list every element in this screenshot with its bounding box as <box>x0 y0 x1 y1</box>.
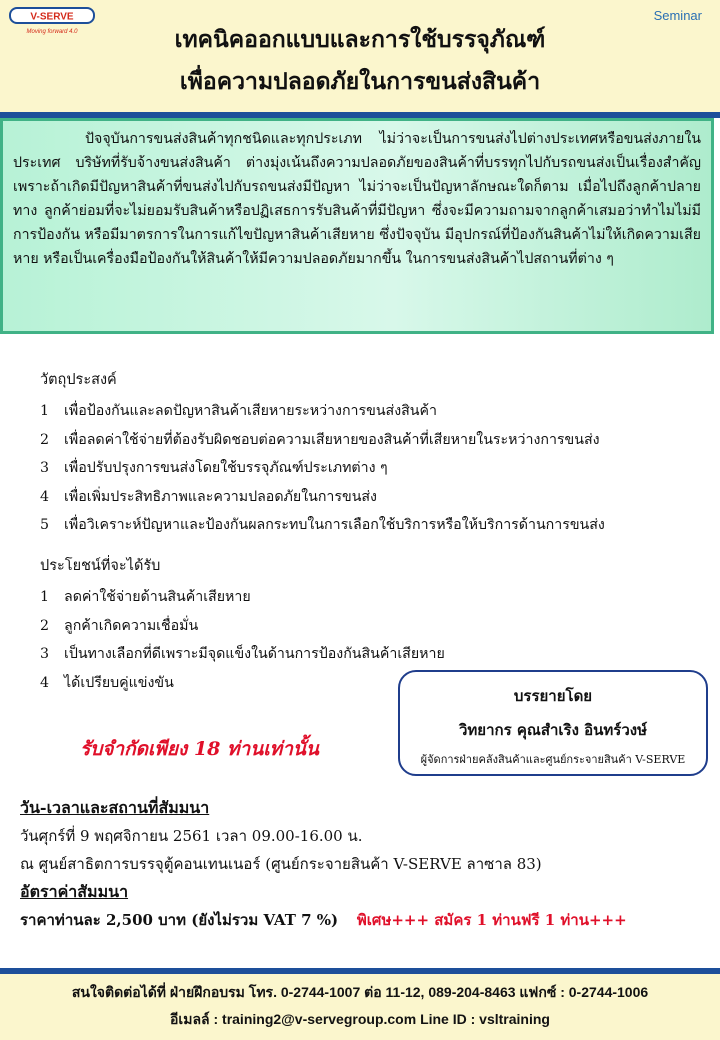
list-item: 4 เพื่อเพิ่มประสิทธิภาพและความปลอดภัยในการขนส่ง <box>40 488 377 505</box>
seminar-label: Seminar <box>653 8 702 23</box>
page-title-line2: เพื่อความปลอดภัยในการขนส่งสินค้า <box>179 68 541 95</box>
page-title-line1: เทคนิคออกแบบและการใช้บรรจุภัณฑ์ <box>174 26 546 53</box>
event-details <box>20 794 710 934</box>
fee-heading: อัตราค่าสัมมนา <box>20 882 129 901</box>
special-offer: พิเศษ+++ สมัคร 1 ท่านฟรี 1 ท่าน+++ <box>356 911 627 929</box>
benefits-title: ประโยชน์ที่จะได้รับ <box>40 558 161 574</box>
intro-box <box>0 118 714 334</box>
list-item: 1 ลดค่าใช้จ่ายด้านสินค้าเสียหาย <box>40 589 251 605</box>
list-item: 5 เพื่อวิเคราะห์ปัญหาและป้องกันผลกระทบในการเลือกใช้บริการหรือให้บริการด้านการขนส่ง <box>40 517 605 533</box>
benefits-section <box>40 554 445 697</box>
contact-footer <box>0 968 720 1040</box>
list-item: 2 ลูกค้าเกิดความเชื่อมั่น <box>40 617 199 634</box>
fee-line: ราคาท่านละ 2,500 บาท (ยังไม่รวม VAT 7 %) <box>20 911 339 929</box>
list-item: 1 เพื่อป้องกันและลดปัญหาสินค้าเสียหายระหว่างการขนส่งสินค้า <box>40 403 437 419</box>
speaker-role: ผู้จัดการฝ่ายคลังสินค้าและศูนย์กระจายสินค้า V-SERVE <box>420 753 686 766</box>
svg-text:Moving forward 4.0: Moving forward 4.0 <box>26 29 78 35</box>
contact-line: สนใจติดต่อได้ที่ ฝ่ายฝึกอบรม โทร. 0-2744-1007 ต่อ 11-12, 089-204-8463 แฟกซ์ : 0-2744-1006 <box>71 984 649 1000</box>
schedule-heading: วัน-เวลาและสถานที่สัมมนา <box>20 798 210 817</box>
header-banner <box>0 0 720 112</box>
date-line: วันศุกร์ที่ 9 พฤศจิกายน 2561 เวลา 09.00-16.00 น. <box>20 827 363 845</box>
intro-paragraph: ปัจจุบันการขนส่งสินค้าทุกชนิดและทุกประเภท ไม่ว่าจะเป็นการขนส่งไปต่างประเทศหรือขนส่งภายในประเทศ บริษัทที่รับจ้างขนส่งสินค้า ต่างมุ่งเน้นถึงความปลอดภัยของสินค้าที่บรรทุกไปกับรถขนส่งเป็นเรื่องสำคัญ เพราะถ้าเกิดมีปัญหาสินค้าที่ขนส่งไปกับรถขนส่งมีปัญหา ไม่ว่าจะเป็นปัญหาลักษณะใดก็ตาม เมื่อไปถึงลูกค้าปลายทาง ลูกค้าย่อมที่จะไม่ยอมรับสินค้าหรือปฏิเสธการรับสินค้าที่มีปัญหา ซึ่งจะมีความถามจากลูกค้าเสมอว่าทำไมไม่มีการป้องกัน หรือมีมาตรการในการแก้ไขปัญหาสินค้าเสียหาย ซึ่งปัจจุบัน มีอุปกรณ์ที่ป้องกันสินค้าไม่ให้เกิดความเสียหาย หรือเป็นเครื่องมือป้องกันให้สินค้าให้มีความปลอดภัยมากขึ้น ในการขนส่งสินค้าไปสถานที่ต่าง ๆ <box>13 131 701 267</box>
objectives-section <box>40 368 605 540</box>
speaker-box <box>398 670 708 776</box>
benefits-list <box>40 583 445 697</box>
speaker-heading: บรรยายโดย <box>513 687 593 705</box>
venue-line: ณ ศูนย์สาธิตการบรรจุตู้คอนเทนเนอร์ (ศูนย์กระจายสินค้า V-SERVE ลาซาล 83) <box>20 855 542 873</box>
objectives-title: วัตถุประสงค์ <box>40 372 117 388</box>
list-item: 2 เพื่อลดค่าใช้จ่ายที่ต้องรับผิดชอบต่อความเสียหายของสินค้าที่เสียหายในระหว่างการขนส่ง <box>40 431 600 448</box>
list-item: 3 เป็นทางเลือกที่ดีเพราะมีจุดแข็งในด้านการป้องกันสินค้าเสียหาย <box>40 646 445 662</box>
objectives-list <box>40 397 605 540</box>
svg-text:V-SERVE: V-SERVE <box>30 11 74 23</box>
list-item: 4 ได้เปรียบคู่แข่งขัน <box>40 674 174 691</box>
speaker-name: วิทยากร คุณสำเริง อินทร์วงษ์ <box>459 721 647 739</box>
fee-row <box>20 906 710 934</box>
limited-seats-notice: รับจำกัดเพียง 18 ท่านเท่านั้น <box>80 738 319 760</box>
email-line: อีเมลล์ : training2@v-servegroup.com Line ID : vsltraining <box>170 1011 550 1027</box>
list-item: 3 เพื่อปรับปรุงการขนส่งโดยใช้บรรจุภัณฑ์ประเภทต่าง ๆ <box>40 460 388 476</box>
